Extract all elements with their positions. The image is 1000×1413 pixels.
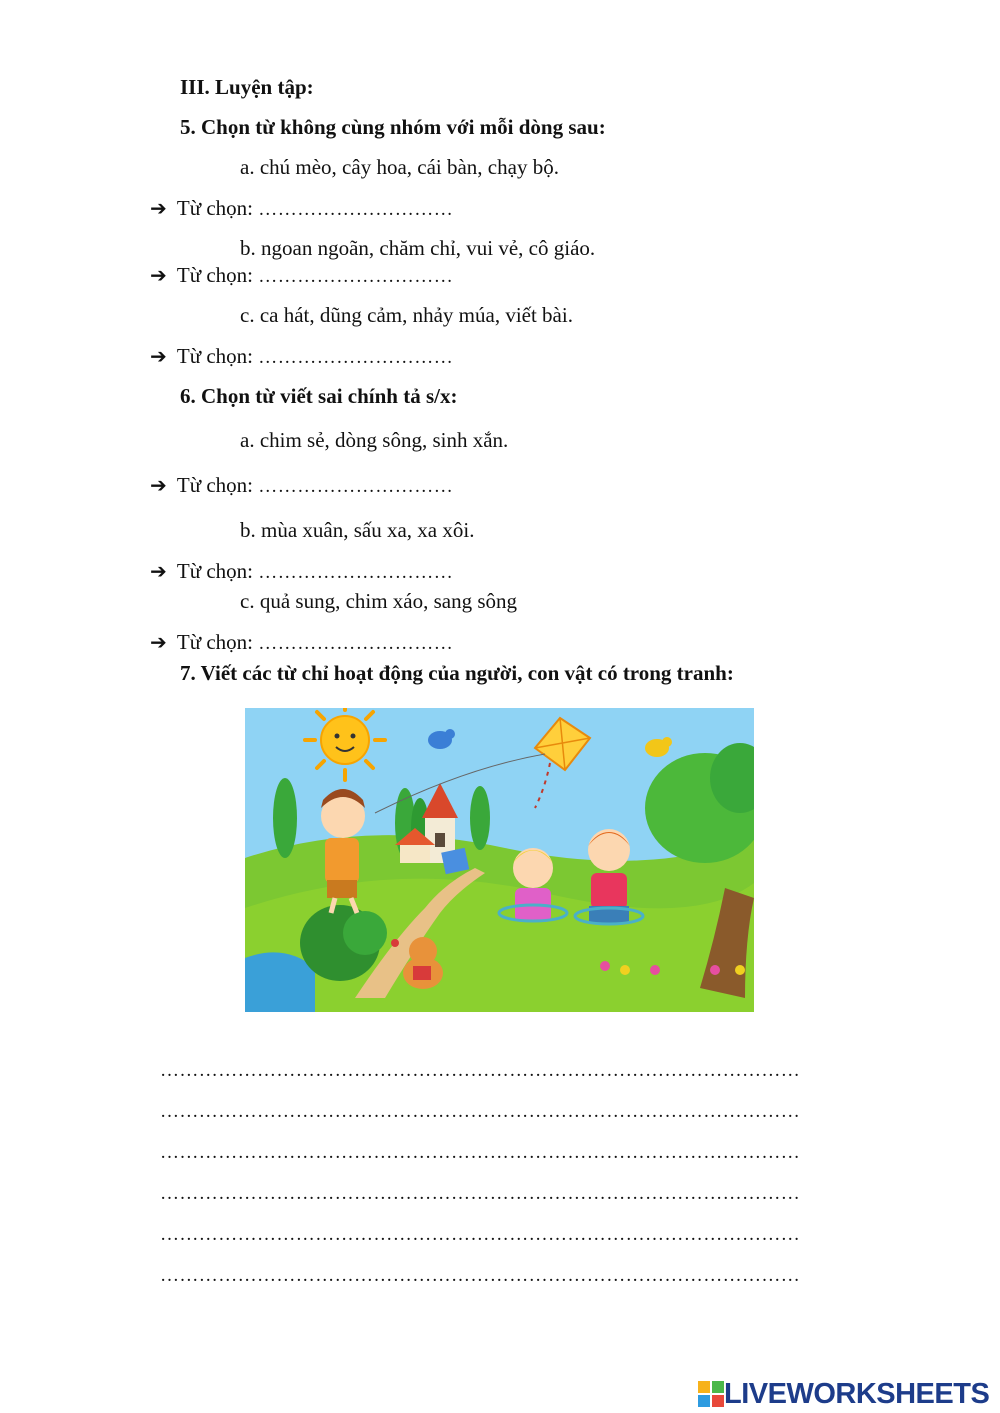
arrow-right-icon: ➔ [150, 263, 167, 287]
question-6b-text: b. mùa xuân, sấu xa, xa xôi. [240, 518, 475, 542]
children-playing-illustration [245, 708, 754, 1012]
answer-blank[interactable]: ………………………… [258, 199, 454, 220]
answer-5c [150, 343, 453, 371]
question-6-title: 6. Chọn từ viết sai chính tả s/x: [180, 384, 458, 408]
pond [245, 952, 315, 1012]
answer-6a [150, 472, 453, 500]
writing-line-2[interactable]: ……………………………………………………………………………………… [160, 1101, 801, 1122]
answer-label: Từ chọn: [176, 344, 253, 368]
answer-label: Từ chọn: [176, 630, 253, 654]
arrow-right-icon: ➔ [150, 559, 167, 583]
answer-5a [150, 195, 453, 223]
answer-label: Từ chọn: [176, 473, 253, 497]
writing-line-6[interactable]: ……………………………………………………………………………………… [160, 1265, 801, 1286]
answer-blank[interactable]: ………………………… [258, 266, 454, 287]
question-5c-text: c. ca hát, dũng cảm, nhảy múa, viết bài. [240, 303, 573, 327]
arrow-right-icon: ➔ [150, 196, 167, 220]
answer-5b [150, 262, 453, 290]
question-6a-text: a. chim sẻ, dòng sông, sinh xắn. [240, 428, 509, 452]
question-5a-text: a. chú mèo, cây hoa, cái bàn, chạy bộ. [240, 155, 559, 179]
liveworksheets-logo-icon [698, 1381, 724, 1407]
writing-line-1[interactable]: ……………………………………………………………………………………… [160, 1060, 801, 1081]
writing-line-5[interactable]: ……………………………………………………………………………………… [160, 1224, 801, 1245]
arrow-right-icon: ➔ [150, 630, 167, 654]
answer-blank[interactable]: ………………………… [258, 347, 454, 368]
answer-blank[interactable]: ………………………… [258, 633, 454, 654]
logo-text: LIVEWORKSHEETS [724, 1377, 990, 1410]
answer-blank[interactable]: ………………………… [258, 562, 454, 583]
answer-blank[interactable]: ………………………… [258, 476, 454, 497]
answer-6c [150, 629, 453, 657]
answer-label: Từ chọn: [176, 559, 253, 583]
answer-label: Từ chọn: [176, 196, 253, 220]
question-5-title: 5. Chọn từ không cùng nhóm với mỗi dòng sau: [180, 115, 606, 139]
answer-label: Từ chọn: [176, 263, 253, 287]
writing-line-3[interactable]: ……………………………………………………………………………………… [160, 1142, 801, 1163]
question-7-title: 7. Viết các từ chỉ hoạt động của người, con vật có trong tranh: [180, 661, 734, 685]
question-6c-text: c. quả sung, chim xáo, sang sông [240, 589, 518, 613]
arrow-right-icon: ➔ [150, 344, 167, 368]
arrow-right-icon: ➔ [150, 473, 167, 497]
writing-line-4[interactable]: ……………………………………………………………………………………… [160, 1183, 801, 1204]
section-title: III. Luyện tập: [180, 75, 314, 99]
question-5b-text: b. ngoan ngoãn, chăm chỉ, vui vẻ, cô giáo. [240, 236, 596, 260]
liveworksheets-logo[interactable] [698, 1378, 989, 1410]
answer-6b [150, 558, 453, 586]
